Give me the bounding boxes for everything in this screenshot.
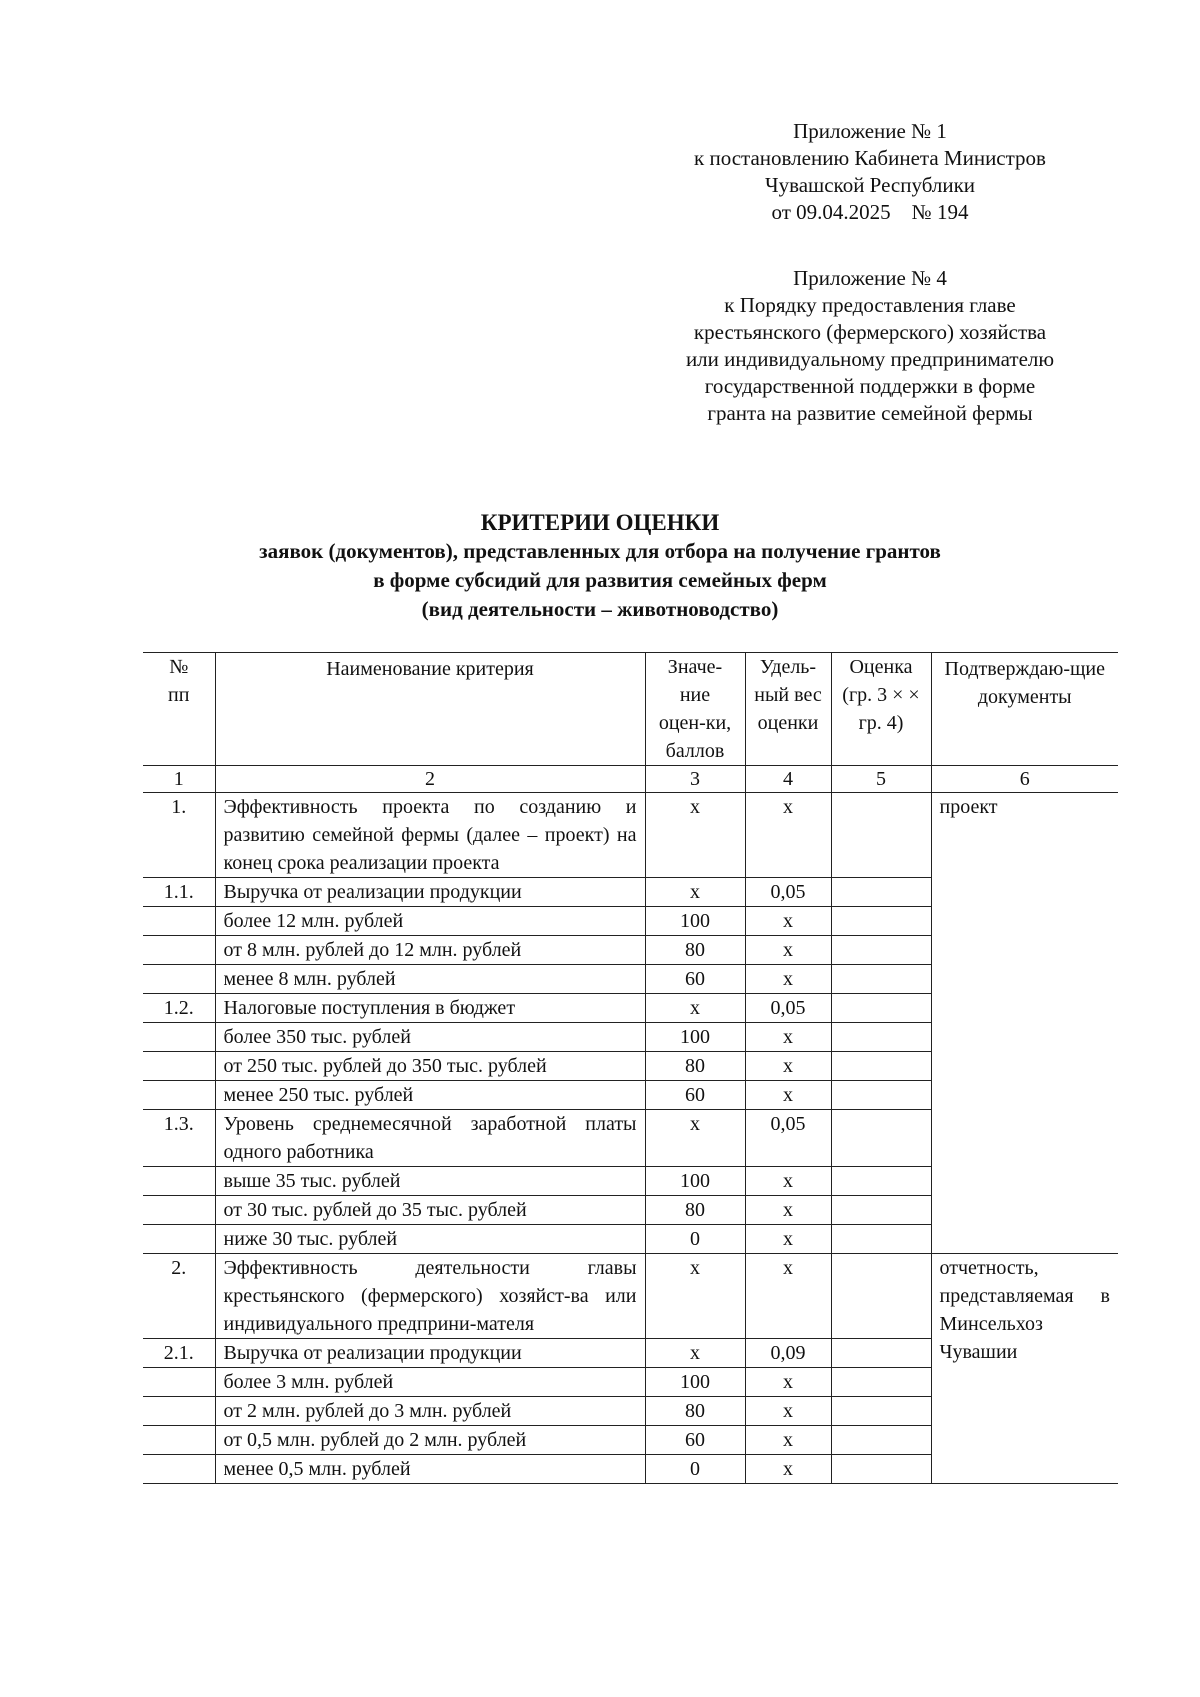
row-number <box>143 1455 215 1484</box>
criterion-score <box>831 965 931 994</box>
appendix-1-block <box>620 118 1120 226</box>
row-number <box>143 1023 215 1052</box>
criterion-name: Эффективность проекта по созданию и развитию семейной фермы (далее – проект) на конец срока реализации проекта <box>215 793 645 878</box>
appendix-4-line: крестьянского (фермерского) хозяйства <box>693 320 1047 344</box>
appendix-1-date: от 09.04.2025 № 194 <box>771 200 969 224</box>
criterion-weight: х <box>745 793 831 878</box>
criterion-value: х <box>645 793 745 878</box>
criterion-name: более 3 млн. рублей <box>215 1368 645 1397</box>
criterion-weight: х <box>745 907 831 936</box>
criterion-score <box>831 994 931 1023</box>
criterion-name: Уровень среднемесячной заработной платы одного работника <box>215 1110 645 1167</box>
criterion-weight: х <box>745 1081 831 1110</box>
criterion-name: Налоговые поступления в бюджет <box>215 994 645 1023</box>
criterion-weight: х <box>745 1023 831 1052</box>
column-number: 3 <box>645 766 745 793</box>
criterion-score <box>831 1196 931 1225</box>
document-title <box>150 508 1050 624</box>
table-header-row <box>143 653 1118 766</box>
criterion-score <box>831 1225 931 1254</box>
appendix-4-block <box>620 265 1120 427</box>
criterion-score <box>831 1426 931 1455</box>
row-number <box>143 1081 215 1110</box>
criterion-value: 60 <box>645 1081 745 1110</box>
criterion-score <box>831 907 931 936</box>
criterion-weight: х <box>745 1225 831 1254</box>
table-row <box>143 793 1118 878</box>
column-number: 1 <box>143 766 215 793</box>
criterion-name: более 12 млн. рублей <box>215 907 645 936</box>
confirming-documents: проект <box>931 793 1118 1254</box>
criterion-value: х <box>645 1254 745 1339</box>
row-number <box>143 1426 215 1455</box>
criterion-value: 100 <box>645 1167 745 1196</box>
title-main: КРИТЕРИИ ОЦЕНКИ <box>480 510 720 535</box>
criterion-weight: х <box>745 1052 831 1081</box>
criterion-value: 0 <box>645 1455 745 1484</box>
row-number: 2.1. <box>143 1339 215 1368</box>
criterion-score <box>831 1167 931 1196</box>
title-line: в форме субсидий для развития семейных ферм <box>373 568 827 592</box>
criterion-name: от 250 тыс. рублей до 350 тыс. рублей <box>215 1052 645 1081</box>
criterion-weight: х <box>745 1254 831 1339</box>
column-number: 4 <box>745 766 831 793</box>
appendix-4-line: или индивидуальному предпринимателю <box>685 347 1055 371</box>
criterion-weight: х <box>745 936 831 965</box>
criterion-name: менее 8 млн. рублей <box>215 965 645 994</box>
criterion-weight: 0,09 <box>745 1339 831 1368</box>
criterion-name: выше 35 тыс. рублей <box>215 1167 645 1196</box>
appendix-1-line: к постановлению Кабинета Министров <box>694 146 1046 170</box>
row-number: 1.3. <box>143 1110 215 1167</box>
criterion-name: от 2 млн. рублей до 3 млн. рублей <box>215 1397 645 1426</box>
criterion-value: 60 <box>645 965 745 994</box>
row-number: 1.2. <box>143 994 215 1023</box>
criterion-score <box>831 1455 931 1484</box>
criterion-name: менее 250 тыс. рублей <box>215 1081 645 1110</box>
row-number: 2. <box>143 1254 215 1339</box>
criterion-score <box>831 936 931 965</box>
criterion-name: Выручка от реализации продукции <box>215 878 645 907</box>
row-number <box>143 1225 215 1254</box>
criterion-value: 80 <box>645 1196 745 1225</box>
criterion-weight: 0,05 <box>745 1110 831 1167</box>
row-number <box>143 1167 215 1196</box>
column-number: 6 <box>931 766 1118 793</box>
criterion-name: Выручка от реализации продукции <box>215 1339 645 1368</box>
criterion-weight: х <box>745 965 831 994</box>
criterion-value: 0 <box>645 1225 745 1254</box>
row-number <box>143 936 215 965</box>
criterion-weight: х <box>745 1426 831 1455</box>
criterion-name: менее 0,5 млн. рублей <box>215 1455 645 1484</box>
row-number <box>143 1196 215 1225</box>
row-number <box>143 1397 215 1426</box>
criterion-weight: х <box>745 1196 831 1225</box>
criterion-name: от 0,5 млн. рублей до 2 млн. рублей <box>215 1426 645 1455</box>
criterion-score <box>831 878 931 907</box>
header-name: Наименование критерия <box>215 653 645 766</box>
criterion-value: х <box>645 1110 745 1167</box>
criterion-weight: х <box>745 1397 831 1426</box>
row-number <box>143 1052 215 1081</box>
header-docs: Подтверждаю-щие документы <box>931 653 1118 766</box>
criterion-name: более 350 тыс. рублей <box>215 1023 645 1052</box>
criterion-name: Эффективность деятельности главы крестьянского (фермерского) хозяйст-ва или индивидуального предприни-мателя <box>215 1254 645 1339</box>
criterion-name: от 30 тыс. рублей до 35 тыс. рублей <box>215 1196 645 1225</box>
criterion-weight: х <box>745 1167 831 1196</box>
row-number <box>143 965 215 994</box>
criterion-score <box>831 1397 931 1426</box>
criterion-value: х <box>645 878 745 907</box>
criterion-score <box>831 1339 931 1368</box>
criterion-score <box>831 1023 931 1052</box>
criterion-value: 80 <box>645 936 745 965</box>
criterion-value: 100 <box>645 907 745 936</box>
criterion-score <box>831 1254 931 1339</box>
column-number: 2 <box>215 766 645 793</box>
criterion-value: 80 <box>645 1052 745 1081</box>
appendix-1-line: Чувашской Республики <box>764 173 976 197</box>
criterion-value: 80 <box>645 1397 745 1426</box>
criterion-score <box>831 1110 931 1167</box>
criterion-value: 100 <box>645 1368 745 1397</box>
criterion-value: х <box>645 1339 745 1368</box>
criterion-weight: 0,05 <box>745 878 831 907</box>
criterion-score <box>831 1081 931 1110</box>
criterion-value: 100 <box>645 1023 745 1052</box>
criterion-weight: 0,05 <box>745 994 831 1023</box>
criterion-weight: х <box>745 1368 831 1397</box>
appendix-4-line: гранта на развитие семейной фермы <box>707 401 1033 425</box>
title-line: заявок (документов), представленных для отбора на получение грантов <box>259 539 941 563</box>
table-body <box>143 793 1118 1484</box>
criterion-score <box>831 793 931 878</box>
row-number: 1.1. <box>143 878 215 907</box>
header-value: Значе-ние оцен-ки, баллов <box>645 653 745 766</box>
row-number: 1. <box>143 793 215 878</box>
criterion-name: ниже 30 тыс. рублей <box>215 1225 645 1254</box>
criteria-table <box>143 652 1118 1484</box>
appendix-4-title: Приложение № 4 <box>793 266 947 290</box>
criterion-score <box>831 1052 931 1081</box>
table-row <box>143 1254 1118 1339</box>
header-score: Оценка (гр. 3 × × гр. 4) <box>831 653 931 766</box>
title-line: (вид деятельности – животноводство) <box>421 597 779 621</box>
column-number: 5 <box>831 766 931 793</box>
header-weight: Удель-ный вес оценки <box>745 653 831 766</box>
header-num: № пп <box>143 653 215 766</box>
appendix-4-line: государственной поддержки в форме <box>704 374 1036 398</box>
criterion-value: 60 <box>645 1426 745 1455</box>
criterion-name: от 8 млн. рублей до 12 млн. рублей <box>215 936 645 965</box>
criterion-score <box>831 1368 931 1397</box>
row-number <box>143 1368 215 1397</box>
confirming-documents: отчетность, представляемая в Минсельхоз Чувашии <box>931 1254 1118 1484</box>
criterion-weight: х <box>745 1455 831 1484</box>
criterion-value: х <box>645 994 745 1023</box>
appendix-1-title: Приложение № 1 <box>793 119 947 143</box>
row-number <box>143 907 215 936</box>
column-numbers-row <box>143 766 1118 793</box>
appendix-4-line: к Порядку предоставления главе <box>724 293 1016 317</box>
